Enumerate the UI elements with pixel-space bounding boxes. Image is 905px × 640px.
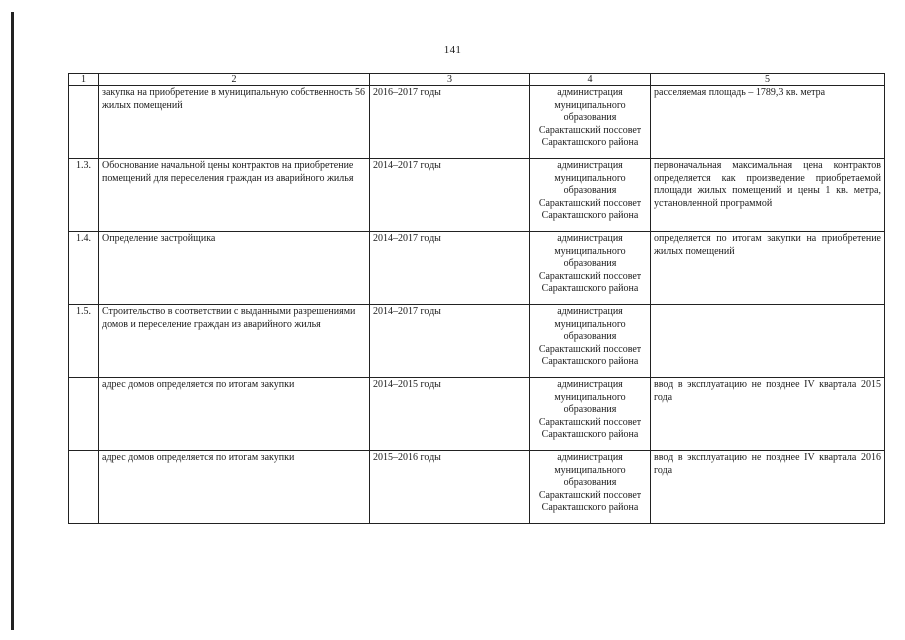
responsible-line: Саракташский поссовет bbox=[538, 343, 642, 355]
row-action: адрес домов определяется по итогам закупки bbox=[99, 378, 370, 451]
responsible-line: администрация bbox=[557, 87, 623, 98]
responsible-line: администрация bbox=[557, 379, 623, 390]
row-number: 1.5. bbox=[69, 305, 99, 378]
row-number bbox=[69, 451, 99, 524]
row-term: 2015–2016 годы bbox=[370, 451, 530, 524]
row-number bbox=[69, 86, 99, 159]
program-table bbox=[68, 73, 885, 524]
table-row bbox=[69, 305, 885, 378]
row-responsible bbox=[530, 305, 651, 378]
responsible-line: Саракташского района bbox=[541, 283, 639, 294]
responsible-line: муниципального bbox=[554, 99, 626, 111]
header-col-1: 1 bbox=[69, 74, 99, 86]
row-term: 2014–2017 годы bbox=[370, 159, 530, 232]
responsible-line: Саракташского района bbox=[541, 356, 639, 367]
responsible-line: муниципального bbox=[554, 318, 626, 330]
row-action: адрес домов определяется по итогам закупки bbox=[99, 451, 370, 524]
responsible-line: Саракташский поссовет bbox=[538, 489, 642, 501]
row-result bbox=[651, 305, 885, 378]
responsible-line: муниципального bbox=[554, 464, 626, 476]
row-responsible bbox=[530, 86, 651, 159]
table-header-row bbox=[69, 74, 885, 86]
page-number: 141 bbox=[443, 44, 462, 56]
row-result: ввод в эксплуатацию не позднее IV квартала 2016 года bbox=[651, 451, 885, 524]
scan-edge-bar bbox=[11, 12, 14, 630]
responsible-line: Саракташского района bbox=[541, 137, 639, 148]
table-row bbox=[69, 451, 885, 524]
row-term: 2014–2015 годы bbox=[370, 378, 530, 451]
header-col-2: 2 bbox=[99, 74, 370, 86]
row-result: расселяемая площадь – 1789,3 кв. метра bbox=[651, 86, 885, 159]
row-result: первоначальная максимальная цена контрактов определяется как произведение приобретаемой площади жилых помещений и цены 1 кв. метра, установленной программой bbox=[651, 159, 885, 232]
responsible-line: образования bbox=[563, 477, 617, 488]
row-responsible bbox=[530, 159, 651, 232]
row-number bbox=[69, 378, 99, 451]
row-result: ввод в эксплуатацию не позднее IV квартала 2015 года bbox=[651, 378, 885, 451]
responsible-line: образования bbox=[563, 185, 617, 196]
responsible-line: муниципального bbox=[554, 391, 626, 403]
responsible-line: администрация bbox=[557, 452, 623, 463]
row-term: 2016–2017 годы bbox=[370, 86, 530, 159]
row-term: 2014–2017 годы bbox=[370, 305, 530, 378]
responsible-line: муниципального bbox=[554, 245, 626, 257]
row-responsible bbox=[530, 378, 651, 451]
responsible-line: Саракташский поссовет bbox=[538, 416, 642, 428]
row-action: Строительство в соответствии с выданными разрешениями домов и переселение граждан из аварийного жилья bbox=[99, 305, 370, 378]
responsible-line: Саракташский поссовет bbox=[538, 270, 642, 282]
responsible-line: образования bbox=[563, 404, 617, 415]
responsible-line: образования bbox=[563, 112, 617, 123]
header-col-4: 4 bbox=[530, 74, 651, 86]
responsible-line: Саракташского района bbox=[541, 210, 639, 221]
responsible-line: Саракташский поссовет bbox=[538, 197, 642, 209]
responsible-line: образования bbox=[563, 331, 617, 342]
responsible-line: Саракташского района bbox=[541, 502, 639, 513]
responsible-line: администрация bbox=[557, 306, 623, 317]
row-responsible bbox=[530, 232, 651, 305]
row-responsible bbox=[530, 451, 651, 524]
responsible-line: администрация bbox=[557, 233, 623, 244]
header-col-5: 5 bbox=[651, 74, 885, 86]
row-action: Определение застройщика bbox=[99, 232, 370, 305]
header-col-3: 3 bbox=[370, 74, 530, 86]
table-row bbox=[69, 159, 885, 232]
responsible-line: муниципального bbox=[554, 172, 626, 184]
table-row bbox=[69, 86, 885, 159]
row-number: 1.4. bbox=[69, 232, 99, 305]
row-number: 1.3. bbox=[69, 159, 99, 232]
table-row bbox=[69, 378, 885, 451]
row-action: закупка на приобретение в муниципальную собственность 56 жилых помещений bbox=[99, 86, 370, 159]
responsible-line: администрация bbox=[557, 160, 623, 171]
row-result: определяется по итогам закупки на приобретение жилых помещений bbox=[651, 232, 885, 305]
row-action: Обоснование начальной цены контрактов на приобретение помещений для переселения граждан из аварийного жилья bbox=[99, 159, 370, 232]
responsible-line: Саракташский поссовет bbox=[538, 124, 642, 136]
responsible-line: Саракташского района bbox=[541, 429, 639, 440]
row-term: 2014–2017 годы bbox=[370, 232, 530, 305]
table-row bbox=[69, 232, 885, 305]
responsible-line: образования bbox=[563, 258, 617, 269]
